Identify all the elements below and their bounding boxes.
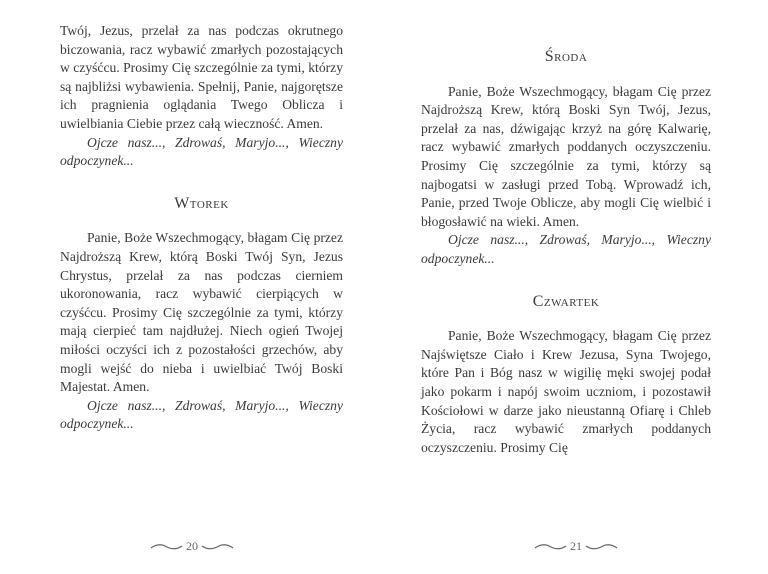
- ornament-left-icon: [533, 542, 567, 552]
- section-heading-sroda: Środa: [544, 48, 588, 65]
- ornament-left-icon: [149, 542, 183, 552]
- page-number-text: 20: [186, 539, 198, 553]
- page-number-left: [0, 539, 384, 554]
- left-text-column: [60, 22, 343, 434]
- ornament-right-icon: [585, 542, 619, 552]
- section-heading-wtorek: Wtorek: [174, 194, 229, 212]
- page-number-text: 21: [570, 539, 582, 553]
- prayer-line: Ojcze nasz..., Zdrowaś, Maryjo..., Wieczny odpoczynek...: [421, 232, 711, 266]
- ornament-right-icon: [201, 542, 235, 552]
- right-text-column: [421, 48, 711, 457]
- czwartek-prayer-text: Panie, Boże Wszechmogący, błagam Cię przez Najświętsze Ciało i Krew Jezusa, Syna Twojego, które Pan i Bóg nasz w wigilię męki swojej podał jako pokarm i napój swoim uczniom, i pozostawił Kościołowi w darze jako nieustanną Ofiarę i Chleb Życia, racz wybawić zmarłych poddanych oczyszczeniu. Prosimy Cię: [421, 328, 711, 455]
- wtorek-prayer-text: Panie, Boże Wszechmogący, błagam Cię przez Najdroższą Krew, którą Boski Twój Syn, Jezus Chrystus, przelał za nas podczas cierniem ukoronowania, racz wybawić cierpiących w czyśćcu. Prosimy Cię szczególnie za tymi, którzy mają cierpieć tam najdłużej. Niech ogień Twojej miłości oczyści ich z pozostałości grzechów, aby mogli wejść do nieba i uwielbiać Twój Boski Majestat. Amen.: [60, 230, 343, 395]
- continued-paragraph: Twój, Jezus, przelał za nas podczas okrutnego biczowania, racz wybawić zmarłych pozostających w czyśćcu. Prosimy Cię szczególnie za tymi, którzy są najbliżsi wybawienia. Spełnij, Panie, najgorętsze ich pragnienia oglądania Twego Oblicza i uwielbiania Ciebie przez całą wieczność. Amen.: [60, 23, 343, 131]
- right-page: [384, 0, 768, 574]
- prayer-line: Ojcze nasz..., Zdrowaś, Maryjo..., Wieczny odpoczynek...: [60, 134, 343, 169]
- section-heading-czwartek: Czwartek: [532, 292, 600, 310]
- sroda-prayer-text: Panie, Boże Wszechmogący, błagam Cię przez Najdroższą Krew, którą Boski Syn Twój, Jezus, przelał za nas, dźwigając krzyż na górę Kalwarię, racz wybawić zmarłych poddanych oczyszczeniu. Prosimy Cię szczególnie za tymi, którzy są najbogatsi w zasługi przed Tobą. Wprowadź ich, Panie, przed Twoje Oblicze, aby mogli Cię wielbić i błogosławić na wieki. Amen.: [421, 83, 711, 229]
- prayer-line: Ojcze nasz..., Zdrowaś, Maryjo..., Wieczny odpoczynek...: [60, 397, 343, 432]
- page-number-right: [384, 539, 768, 554]
